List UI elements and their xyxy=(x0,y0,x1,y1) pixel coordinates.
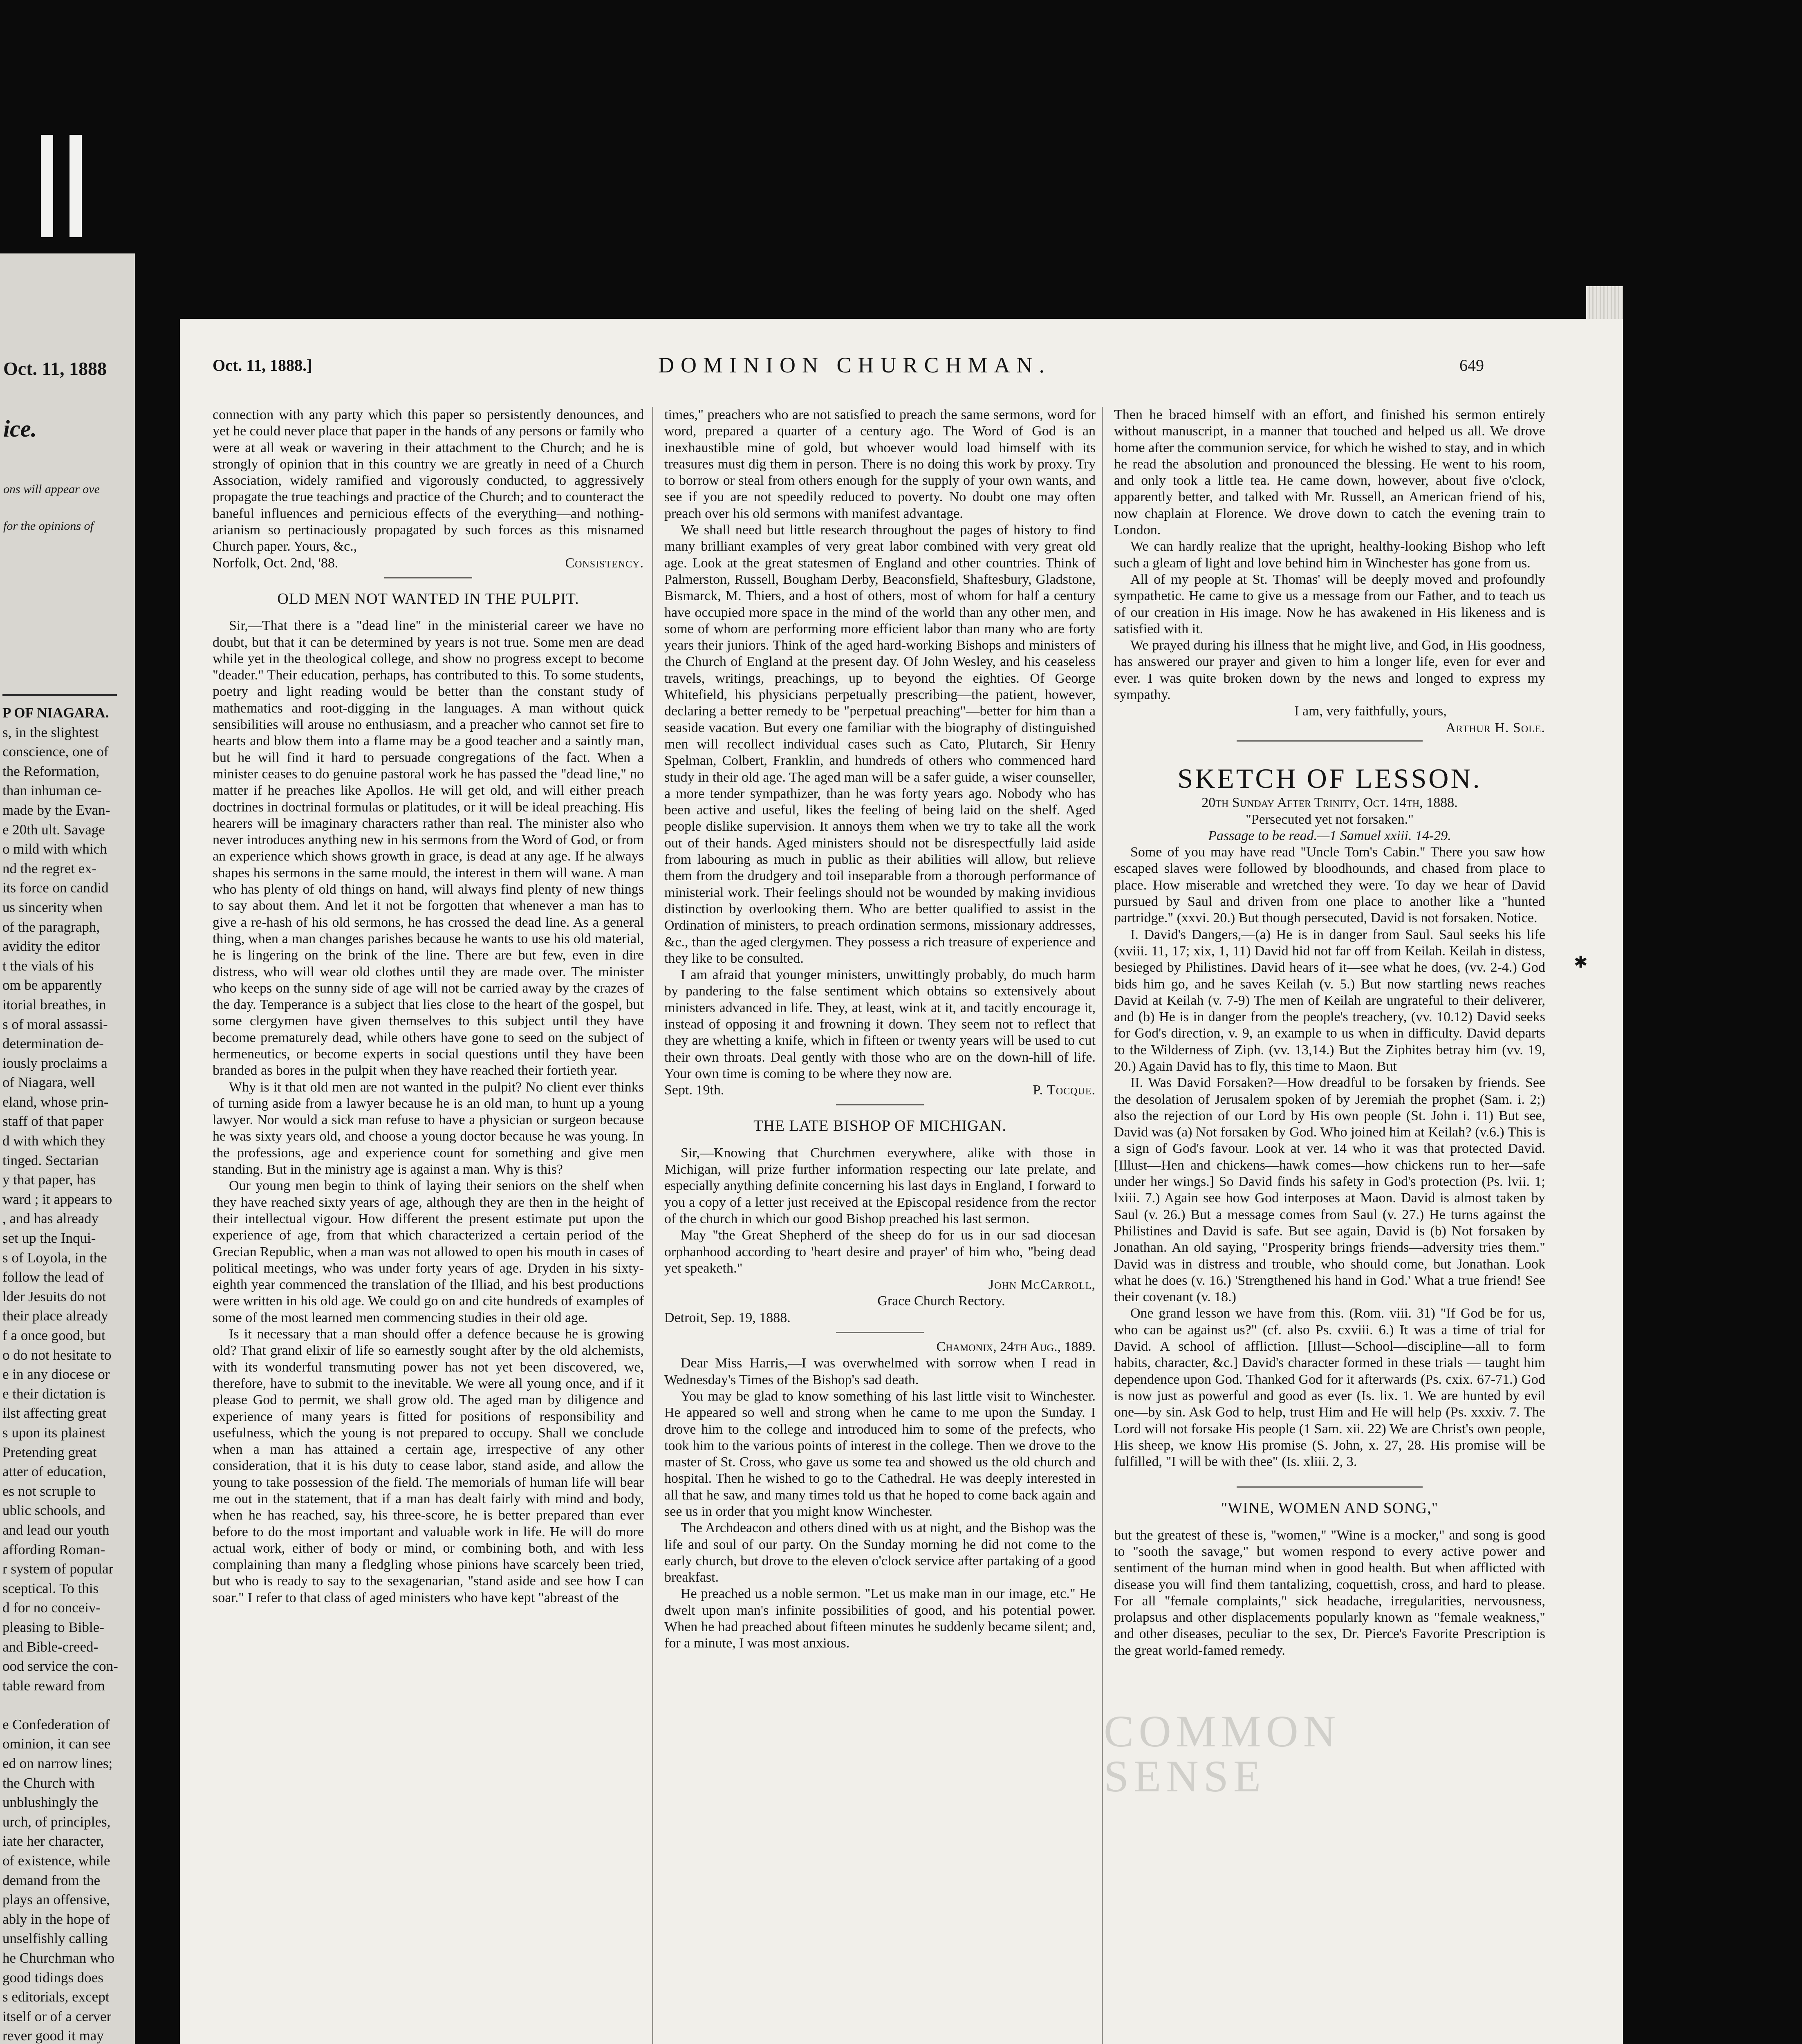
binding-mark xyxy=(41,135,53,237)
left-page-line: itself or of a cerver xyxy=(2,2008,112,2024)
left-page-note: ons will appear ove xyxy=(3,482,100,496)
letter-dateline: Chamonix, 24th Aug., 1889. xyxy=(936,1339,1096,1355)
left-page-line: iously proclaims a xyxy=(2,1055,108,1071)
left-page-line: set up the Inqui- xyxy=(2,1230,96,1246)
article-paragraph: The Archdeacon and others dined with us at night, and the Bishop was the life and soul of our party. On the Sunday morning he did not come to the early church, but drove to the eleven o'clock service after partaking of a good breakfast. xyxy=(664,1520,1096,1585)
left-page-line: atter of education, xyxy=(2,1464,106,1480)
left-page-line: es not scruple to xyxy=(2,1483,96,1499)
adjacent-page-fragment xyxy=(0,253,135,2044)
divider xyxy=(384,577,472,578)
left-page-line: rever good it may xyxy=(2,2028,104,2044)
article-paragraph: Then he braced himself with an effort, and finished his sermon entirely without manuscript, in a manner that touched and helped us all. We drove home after the communion service, for which he wished to stay, and in which he read the absolution and pronounced the blessing. He went to his room, and only took a little tea. He came down, however, about five o'clock, apparently better, and talked with Mr. Russell, an American friend of his, now chaplain at Florence. We drove down to catch the evening train to London. xyxy=(1114,407,1545,538)
signature-place: Sept. 19th. xyxy=(664,1083,724,1098)
left-page-line: ably in the hope of xyxy=(2,1911,110,1927)
left-page-line: om be apparently xyxy=(2,977,102,993)
left-page-line: nd the regret ex- xyxy=(2,860,97,876)
page-number: 649 xyxy=(1459,356,1484,374)
left-page-line: its force on candid xyxy=(2,880,109,896)
article-paragraph: times," preachers who are not satisfied to preach the same sermons, word for word, prepared a quarter of a century ago. The Word of God is an inexhaustible mine of gold, but whoever would load himself with its treasures must dig them in person. There is no doing this work by proxy. Try to borrow or steal from others enough for the supply of your own wants, and see if you are not speedily reduced to poverty. No doubt one may often preach over his old sermons with manifest advantage. xyxy=(664,407,1096,521)
article-paragraph: He preached us a noble sermon. "Let us make man in our image, etc." He dwelt upon man's infinite possibilities of good, and his potential power. When he had preached about fifteen minutes he suddenly became silent; and, for a minute, I was most anxious. xyxy=(664,1586,1096,1651)
left-page-line: unselfishly calling xyxy=(2,1930,108,1947)
left-page-line: follow the lead of xyxy=(2,1269,104,1285)
lesson-subheading: 20th Sunday After Trinity, Oct. 14th, 1888. xyxy=(1201,795,1458,811)
article-paragraph: I am afraid that younger ministers, unwittingly probably, do much harm by pandering to the false sentiment which obtains so extensively about ministers advanced in life. They, at least, wink at it, and tacitly encourage it, instead of opposing it and frowning it down. They seem not to reflect that they are whetting a knife, which in fifteen or twenty years will be used to cut their own throats. Deal gently with those who are on the down-hill of life. Your own time is coming to be where they now are. xyxy=(664,967,1096,1081)
left-page-line: the Church with xyxy=(2,1775,95,1791)
left-page-line: e their dictation is xyxy=(2,1385,105,1402)
lesson-heading: SKETCH OF LESSON. xyxy=(1177,762,1482,794)
column-rule xyxy=(1102,407,1103,2044)
letter-signer: Consistency. xyxy=(565,555,644,571)
signature-place: Detroit, Sep. 19, 1888. xyxy=(664,1310,791,1325)
left-page-line: ed on narrow lines; xyxy=(2,1755,113,1772)
left-page-line: e Confederation of xyxy=(2,1716,110,1732)
letter-continuation: connection with any party which this paper so persistently denounces, and yet he could never place that paper in the hands of any persons or family who were at all weak or wavering in their attachment to the Church; and he is strongly of opinion that in this country we are greatly in need of a Church Association, widely ramified and vigorously conducted, to aggressively propagate the true teachings and practice of the Church; and to counteract the baneful influences and pernicious effects of the everything—and nothing-arianism so pertinaciously propagated by such forces as this misnamed Church paper. Yours, &c., xyxy=(213,407,644,554)
letter-place: Norfolk, Oct. 2nd, '88. xyxy=(213,555,338,571)
left-page-line: y that paper, has xyxy=(2,1172,96,1188)
left-page-line: and Bible-creed- xyxy=(2,1638,99,1655)
signature-title: Grace Church Rectory. xyxy=(877,1293,1005,1309)
left-page-line: pleasing to Bible- xyxy=(2,1619,104,1635)
article-paragraph: You may be glad to know something of his last little visit to Winchester. He appeared so well and strong when he came to me upon the Sunday. I drove him to the college and introduced him to some of the prefects, who took him to the various points of interest in the college. Then we drove to the master of St. Cross, who gave us some tea and showed us the old church and hospital. Then he wished to go to the Cathedral. He was deeply interested in all that he saw, and many times told us that he hoped to come back again and see us in order that you might know Winchester. xyxy=(664,1388,1096,1519)
left-page-line: sceptical. To this xyxy=(2,1580,99,1596)
left-page-rule xyxy=(2,694,117,696)
left-page-line xyxy=(2,1695,133,1715)
left-page-line: their place already xyxy=(2,1308,108,1324)
left-page-line: plays an offensive, xyxy=(2,1892,110,1908)
left-page-note: for the opinions of xyxy=(3,519,94,533)
lesson-paragraph: One grand lesson we have from this. (Rom. viii. 31) "If God be for us, who can be against us?" (cf. also Ps. cxviii. 6.) It was a time of trial for David. A school of affliction. [Illust—School—discipline—all to form habits, character, &c.] David's character formed in these trials — taught him dependence upon God. Thanked God for it afterwards (Ps. cxix. 67-71.) God is now just as powerful and good as ever (Is. lix. 1. We are hunted by evil one—by sin. Ask God to help, trust Him and He will help (Ps. xxxiv. 7. The Lord will not forsake His people (1 Sam. xii. 22) We are Christ's own people, His sheep, we know His promise (S. John, x. 27, 28. His promise will be fulfilled, "I will be with thee" (Is. xliii. 2, 3. xyxy=(1114,1306,1545,1470)
left-page-line: ood service the con- xyxy=(2,1658,118,1674)
article-paragraph: Sir,—That there is a "dead line" in the ministerial career we have no doubt, but that it can be determined by years is not true. Some men are dead while yet in the theological college, and show no progress except to become "deader." Their education, perhaps, has contributed to this. To some students, poetry and light reading would be better than the constant study of mathematics and root-digging in the languages. A man without quick sensibilities will arouse no enthusiasm, and a preacher who cannot set fire to hearts and blow them into a flame may be a good teacher and a saintly man, but he will find it hard to persuade congregations of the fact. When a minister ceases to do genuine pastoral work he has passed the "dead line," no matter if he preaches like Apollos. He will get old, and will either preach doctrines in doctrinal formulas or platitudes, or it will be ideal preaching. His hearers will be imaginary characters rather than real. The minister also who never introduces anything new in his sermons from the Word of God, or from an experience which shows growth in grace, is dead at any age. If he always shapes his sermons in the same mould, the interest in them will wane. A man who has plenty of old things on hand, will always find plenty of new things to say about them. And let it not be forgotten that whenever a man has to give a re-hash of his old sermons, he has crossed the dead line. As a general thing, when a man changes parishes because he wants to use his old material, he is lingering on the brink of the line. There are but few, even in dire distress, who will wear old clothes until they are made over. The minister who keeps on the sunny side of age will not be carried away by the crazes of the day. Temperance is a subject that lies close to the heart of the gospel, but some clergymen have given themselves to this subject until they have become prematurely dead, while others have gone to seed on the subject of hermeneutics, or become experts in social questions until they have been branded as bores in the pulpit when they have reached their fortieth year. xyxy=(213,618,644,1078)
left-page-line: unblushingly the xyxy=(2,1794,99,1811)
article-paragraph: All of my people at St. Thomas' will be deeply moved and profoundly sympathetic. He came to give us a message from our Father, and to teach us of our creation in His image. Now he has awakened in His likeness and is satisfied with it. xyxy=(1114,572,1545,637)
left-page-heading-fragment: ice. xyxy=(3,415,37,442)
left-page-line: Pretending great xyxy=(2,1444,97,1460)
lesson-paragraph: Some of you may have read "Uncle Tom's Cabin." There you saw how escaped slaves were followed by bloodhounds, and chased from place to place. How miserable and wretched they were. To day we hear of David pursued by Saul and driven from one place to another like a "hunted partridge." (xxvi. 20.) But though persecuted, David is not forsaken. Notice. xyxy=(1114,845,1545,926)
article-paragraph: We shall need but little research throughout the pages of history to find many brilliant examples of very great labor combined with very great old age. Look at the great statesmen of England and other countries. Think of Palmerston, Russell, Bougham Derby, Beaconsfield, Shaftesbury, Gladstone, Bismarck, M. Thiers, and a host of others, most of whom for half a century have occupied more space in the mind of the world than any other men, and some of whom are performing more efficient labor than many who are forty years their juniors. Think of the aged hard-working Bishops and ministers of the Church of England at the present day. Of John Wesley, and his ceaseless travels, writings, preachings, up to beyond the eighties. Of George Whitefield, his physicians perpetually prescribing—the patient, however, declaring a better remedy to be "perpetual preaching"—better for him than a seaside vacation. But every one familiar with the biography of distinguished men will recollect individual cases such as Cato, Plutarch, Sir Henry Spelman, Colbert, Franklin, and hundreds of others who commenced hard study in their old age. The aged man will be a safer guide, a wiser counseller, a more tender sympathizer, than he was forty years ago. Nobody who has been active and useful, likes the feeling of being laid on the shelf. Aged people dislike supervision. It annoys them when we try to take all the work out of their hands. Aged ministers should not be disrespectfully laid aside from labouring as much in public as their abilities will allow, but relieve them from the drudgery and toil inseparable from a thorough performance of ministerial work. Their feelings should not be wounded by making invidious distinction by overlooking them. Who are better qualified to assist in the Ordination of ministers, to preach ordination sermons, missionary addresses, &c., than the aged clergymen. They possess a rich treasure of experience and they like to be consulted. xyxy=(664,522,1096,966)
left-page-line: t the vials of his xyxy=(2,957,94,974)
left-page-line: made by the Evan- xyxy=(2,802,110,818)
signature-name: Arthur H. Sole. xyxy=(1446,720,1545,735)
left-page-line: the Reformation, xyxy=(2,763,100,779)
column-rule xyxy=(652,407,653,2044)
left-page-line: staff of that paper xyxy=(2,1113,104,1130)
left-page-line: he Churchman who xyxy=(2,1950,115,1966)
left-page-line: lder Jesuits do not xyxy=(2,1288,106,1304)
left-page-line: avidity the editor xyxy=(2,938,101,955)
left-page-line: ward ; it appears to xyxy=(2,1191,112,1207)
column-2 xyxy=(664,407,1096,2044)
article-heading: THE LATE BISHOP OF MICHIGAN. xyxy=(753,1117,1006,1135)
advertisement-heading: "WINE, WOMEN AND SONG," xyxy=(1221,1499,1439,1517)
left-page-line: s, in the slightest xyxy=(2,724,99,740)
left-page-line: e in any diocese or xyxy=(2,1366,110,1383)
left-page-line: urch, of principles, xyxy=(2,1813,111,1830)
lesson-paragraph: II. Was David Forsaken?—How dreadful to be forsaken by friends. See the desolation of Jerusalem spoken of by Jeremiah the prophet (Sam. i. 2;) also the rejection of our Lord by His own people (St. John i. 11) But see, David was (a) Not forsaken by God. Who joined him at Keilah? (v.6.) This is a sign of God's favour. Look at ver. 14 who it was that protected David. [Illust—Hen and chickens—hawk comes—how chickens run to her—safe under her wings.] So David finds his safety in God's protection (Ps. lvii. 1; lxiii. 7.) Again see how God interposes at Maon. David is almost taken by Saul (v. 26.) But a message comes from Saul (v. 27.) He turns against the Philistines and David is safe. But see again, David is (b) Not forsaken by Jonathan. An old saying, "Prosperity brings friends—adversity tries them." David was in distress and trouble, who should come, but Jonathan. Look what he does (v. 16.) 'Strengthened his hand in God.' What a true friend! See their covenant (v. 18.) xyxy=(1114,1075,1545,1305)
article-paragraph: We prayed during his illness that he might live, and God, in His goodness, has answered our prayer and given to him a longer life, even for ever and ever. I was quite broken down by the news and longed to express my sympathy. xyxy=(1114,638,1545,703)
letter-signature xyxy=(213,555,644,572)
left-page-line: itorial breathes, in xyxy=(2,996,106,1013)
left-page-line: tinged. Sectarian xyxy=(2,1152,99,1168)
divider xyxy=(836,1332,924,1333)
left-page-line: determination de- xyxy=(2,1035,104,1052)
article-heading: OLD MEN NOT WANTED IN THE PULPIT. xyxy=(277,590,579,607)
left-page-line: s upon its plainest xyxy=(2,1424,105,1441)
left-page-line: , and has already xyxy=(2,1210,99,1227)
running-date: Oct. 11, 1888.] xyxy=(213,356,312,374)
left-page-line: table reward from xyxy=(2,1677,105,1694)
left-page-line: of existence, while xyxy=(2,1853,110,1869)
left-page-lines xyxy=(2,723,133,2044)
article-paragraph: Our young men begin to think of laying their seniors on the shelf when they have reached sixty years of age, although they are then in the height of their intellectual vigour. How different the present estimate put upon the experience of age, from that which characterized a certain period of the Grecian Republic, when a man was not allowed to open his mouth in cases of political meetings, who was under forty years of age. Dryden in his sixty-eighth year commenced the translation of the Illiad, and his best productions were written in his old age. We could go on and cite hundreds of examples of some of the most learned men commencing studies in their old age. xyxy=(213,1178,644,1325)
newspaper-page xyxy=(180,319,1623,2044)
left-page-line: s of moral assassi- xyxy=(2,1016,108,1032)
article-paragraph: Sir,—Knowing that Churchmen everywhere, alike with those in Michigan, will prize further information respecting our late prelate, and especially anything definite concerning his last days in England, I forward to you a copy of a letter just received at the Episcopal residence from the rector of the church in which our good Bishop preached his last sermon. xyxy=(664,1145,1096,1226)
left-page-line: affording Roman- xyxy=(2,1541,105,1558)
left-page-line: e 20th ult. Savage xyxy=(2,821,105,838)
left-page-line: conscience, one of xyxy=(2,744,109,760)
article-paragraph: Why is it that old men are not wanted in the pulpit? No client ever thinks of turning aside from a lawyer because he is an old man, to hunt up a young lawyer. Nor would a sick man refuse to have a physician or surgeon because he was sixty years old, and choose a young doctor because he was young. In the professions, age and experience count for something and give men standing. But in the ministry age is against a man. Why is this? xyxy=(213,1079,644,1177)
divider xyxy=(836,1104,924,1105)
left-page-line: o mild with which xyxy=(2,841,107,857)
left-page-line: ominion, it can see xyxy=(2,1736,111,1752)
left-page-line: o do not hesitate to xyxy=(2,1347,112,1363)
binding-mark xyxy=(69,135,82,237)
left-page-line: f a once good, but xyxy=(2,1327,105,1343)
left-page-line: demand from the xyxy=(2,1872,101,1888)
signature-name: P. Tocque. xyxy=(1033,1083,1096,1098)
left-page-date: Oct. 11, 1888 xyxy=(3,358,107,379)
margin-mark: ✱ xyxy=(1574,953,1588,971)
article-paragraph: May "the Great Shepherd of the sheep do for us in our sad diocesan orphanhood according to 'heart desire and prayer' of him who, "being dead yet speaketh." xyxy=(664,1228,1096,1276)
left-page-line: s editorials, except xyxy=(2,1989,110,2005)
left-page-line: s of Loyola, in the xyxy=(2,1249,107,1266)
column-1 xyxy=(213,407,644,2044)
divider xyxy=(1237,1486,1423,1488)
advertisement-text: but the greatest of these is, "women," "Wine is a mocker," and song is good to "sooth the savage," but women respond to every active power and sentiment of the human mind when in good health. But when afflicted with disease you will find them tantalizing, coquettish, cross, and hard to please. For all "female complaints," sick headache, irregularities, nervousness, prolapsus and other displacements popularly known as "female weakness," and other diseases, peculiar to the sex, Dr. Pierce's Favorite Prescription is the great world-famed remedy. xyxy=(1114,1527,1545,1658)
left-page-line: d for no conceiv- xyxy=(2,1600,101,1616)
left-page-line: ilst affecting great xyxy=(2,1405,106,1421)
article-signature xyxy=(664,1082,1096,1098)
article-paragraph: Dear Miss Harris,—I was overwhelmed with sorrow when I read in Wednesday's Times of the Bishop's sad death. xyxy=(664,1356,1096,1387)
signature-name: John McCarroll, xyxy=(988,1277,1096,1293)
letter-closing: I am, very faithfully, yours, xyxy=(1294,704,1447,719)
left-page-line: of Niagara, well xyxy=(2,1074,95,1091)
masthead: DOMINION CHURCHMAN. xyxy=(658,353,1051,377)
left-page-line: good tidings does xyxy=(2,1969,103,1986)
left-page-line: than inhuman ce- xyxy=(2,782,102,799)
left-page-line: ublic schools, and xyxy=(2,1502,105,1519)
article-paragraph: Is it necessary that a man should offer a defence because he is growing old? That grand elixir of life so earnestly sought after by the old alchemists, with its wonderful transmuting power has not yet been discovered, we, therefore, have to submit to the inevitable. We were all young once, and if it please God to permit, we shall grow old. The aged man by diligence and experience of many years is fitted for positions of responsibility and usefulness, which the young is not prepared to occupy. Shall we conclude when a man has attained a certain age, irrespective of any other consideration, that it is his duty to cease labor, stand aside, and allow the young to take possession of the field. The memorials of human life will bear me out in the statement, that if a man has dealt fairly with mind and body, when he has reached, say, his three-score, he is better prepared than ever before to do the most important and valuable work in life. He will do more actual work, either of body or mind, or combining both, and with less complaining than many a fledgling whose pinions have scarcely been tried, but who is ready to say to the sexagenarian, "stand aside and see how I can soar." I refer to that class of aged ministers who have kept "abreast of the xyxy=(213,1327,644,1605)
left-page-section-title: P OF NIAGARA. xyxy=(2,705,109,721)
left-page-column xyxy=(2,687,133,2044)
left-page-line: of the paragraph, xyxy=(2,919,100,935)
left-page-line: iate her character, xyxy=(2,1833,104,1849)
left-page-line: r system of popular xyxy=(2,1561,114,1577)
column-3 xyxy=(1114,407,1545,2044)
divider xyxy=(1237,740,1423,742)
left-page-line: us sincerity when xyxy=(2,899,103,915)
left-page-line: d with which they xyxy=(2,1133,105,1149)
lesson-motto: "Persecuted yet not forsaken." xyxy=(1245,811,1414,827)
article-paragraph: We can hardly realize that the upright, healthy-looking Bishop who left such a gleam of light and love behind him in Winchester has gone from us. xyxy=(1114,539,1545,571)
lesson-paragraph: I. David's Dangers,—(a) He is in danger from Saul. Saul seeks his life (xviii. 11, 17; xix, 1, 11) David hid not far off from Keilah. Keilah in distess, besieged by Philistines. David hears of it—see what he does, (vv. 2-4.) God bids him go, and he saves Keilah (v. 5.) But now startling news reaches David at Keilah (v. 7-9) The men of Keilah are ungrateful to their deliverer, and (b) He is in danger from the people's treachery, (vv. 10.12) David seeks for God's direction, v. 9, an example to us when in difficulty. David departs to the Wilderness of Ziph. (vv. 13,14.) But the Ziphites betray him (vv. 19, 20.) Again David has to fly, this time to Maon. But xyxy=(1114,927,1545,1074)
left-page-line: eland, whose prin- xyxy=(2,1094,109,1110)
lesson-passage: Passage to be read.—1 Samuel xxiii. 14-29. xyxy=(1208,828,1451,843)
left-page-line: and lead our youth xyxy=(2,1522,110,1538)
